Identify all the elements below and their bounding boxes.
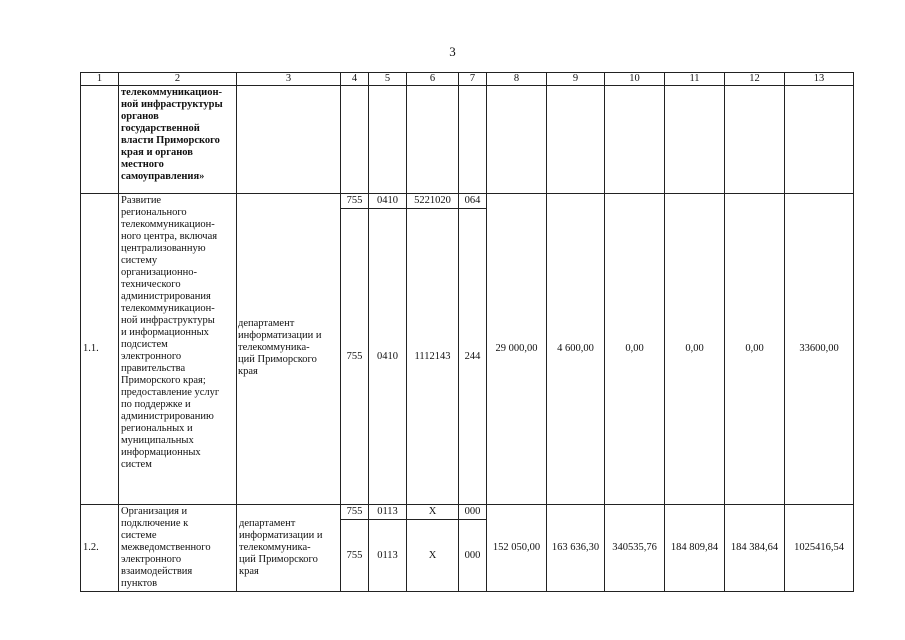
- value-cell: 1025416,54: [785, 505, 854, 592]
- code-cell: 0410: [369, 194, 407, 209]
- code-cell: 755: [341, 520, 369, 592]
- page-number: 3: [449, 44, 456, 59]
- code-cell: 1112143: [407, 209, 459, 505]
- value-cell: 184 809,84: [665, 505, 725, 592]
- value-cell: 0,00: [605, 194, 665, 505]
- col-number: 13: [785, 73, 854, 86]
- row-executor: департамент информатизации и телекоммуника- ций Приморского края: [238, 318, 322, 377]
- col-number: 12: [725, 73, 785, 86]
- code-cell: X: [407, 520, 459, 592]
- value-cell: 29 000,00: [487, 194, 547, 505]
- code-cell: 755: [341, 505, 369, 520]
- code-cell: 000: [459, 505, 487, 520]
- value-cell: 340535,76: [605, 505, 665, 592]
- col-number: 6: [407, 73, 459, 86]
- code-cell: 000: [459, 520, 487, 592]
- column-number-row: [81, 73, 854, 86]
- row-number: 1.1.: [81, 194, 119, 505]
- col-number: 1: [81, 73, 119, 86]
- value-cell: 184 384,64: [725, 505, 785, 592]
- continued-title-row: [81, 86, 854, 194]
- value-cell: 33600,00: [785, 194, 854, 505]
- value-cell: 163 636,30: [547, 505, 605, 592]
- value-cell: 152 050,00: [487, 505, 547, 592]
- code-cell: 755: [341, 194, 369, 209]
- continued-title: телекоммуникацион- ной инфраструктуры органов государственной власти Приморского края и органов местного самоуправления»: [119, 86, 237, 194]
- col-number: 3: [237, 73, 341, 86]
- code-cell: 064: [459, 194, 487, 209]
- col-number: 10: [605, 73, 665, 86]
- value-cell: 0,00: [665, 194, 725, 505]
- code-cell: 5221020: [407, 194, 459, 209]
- code-cell: 244: [459, 209, 487, 505]
- row-description: Организация и подключение к системе межведомственного электронного взаимодействия пунктов: [119, 505, 237, 592]
- code-cell: 0113: [369, 505, 407, 520]
- code-cell: 0410: [369, 209, 407, 505]
- row-description: Развитие регионального телекоммуникацион- ного центра, включая централизованную систему организационно- технического администрирования телекоммуникацион- ной инфраструктуры и информационных подсистем электронного правительства Приморского края; предоставление услуг по поддержке и администрированию региональных и муниципальных информационных систем: [119, 194, 237, 505]
- col-number: 8: [487, 73, 547, 86]
- code-cell: 755: [341, 209, 369, 505]
- value-cell: 4 600,00: [547, 194, 605, 505]
- table-row: [81, 505, 854, 520]
- col-number: 5: [369, 73, 407, 86]
- col-number: 4: [341, 73, 369, 86]
- col-number: 2: [119, 73, 237, 86]
- code-cell: 0113: [369, 520, 407, 592]
- col-number: 7: [459, 73, 487, 86]
- row-number: 1.2.: [81, 505, 119, 592]
- row-executor: департамент информатизации и телекоммуника- ций Приморского края: [237, 505, 341, 592]
- budget-table: [80, 72, 854, 592]
- value-cell: 0,00: [725, 194, 785, 505]
- col-number: 11: [665, 73, 725, 86]
- col-number: 9: [547, 73, 605, 86]
- code-cell: X: [407, 505, 459, 520]
- table-row: [81, 194, 854, 209]
